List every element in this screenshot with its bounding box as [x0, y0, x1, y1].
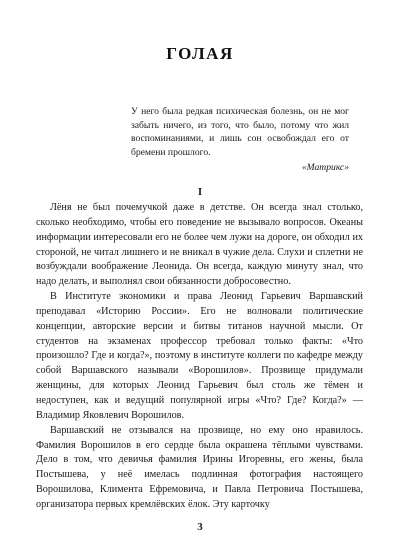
epigraph-text: У него была редкая психическая болезнь, он не мог забыть ничего, из того, что было, потому что жил воспоминаниями, и лишь сон освобождал его от бремени прошлого.: [131, 106, 349, 158]
epigraph: [131, 105, 349, 175]
epigraph-attribution: «Матрикс»: [301, 162, 349, 174]
paragraph: Варшавский не отзывался на прозвище, но ему оно нравилось. Фамилия Ворошилов в его сердце была окрашена тёплыми чувствами. Дело в том, что девичья фамилия Ирины Игоревны, его жены, была Постышева, у неё имелась подлинная фотография настоящего Ворошилова, Климента Ефремовича, и Павла Петровича Постышева, организатора первых кремлёвских ёлок. Эту карточку: [36, 424, 363, 510]
paragraph: В Институте экономики и права Леонид Гарьевич Варшавский преподавал «Историю России». Его не волновали политические концепции, авторские версии и битвы титанов научной мысли. От студентов на экзаменах профессор требовал только факты: «Что произошло? Где и когда?», поэтому в институте коллеги по кафедре между собой Варшавского называли «Ворошилов». Прозвище придумали женщины, для которых Леонид Гарьевич был столь же тёмен и недоступен, как и ведущий популярной игры «Что? Где? Когда?» — Владимир Яковлевич Ворошилов.: [36, 291, 363, 421]
chapter-number: I: [197, 186, 203, 198]
page-number: 3: [197, 521, 203, 533]
body-text: [36, 201, 363, 513]
paragraph: Лёня не был почемучкой даже в детстве. Он всегда знал столько, сколько необходимо, чтобы его поведение не вызывало вопросов. Океаны информации интересовали его не более чем лужи на дороге, он обходил их стороной, не читал лишнего и не вникал в чужие дела. Слухи и сплетни не возбуждали воображение Леонида. Он всегда, каждую минуту знал, что надо делать, и выполнял свои обязанности добросовестно.: [36, 202, 363, 288]
page-title: ГОЛАЯ: [166, 44, 234, 63]
